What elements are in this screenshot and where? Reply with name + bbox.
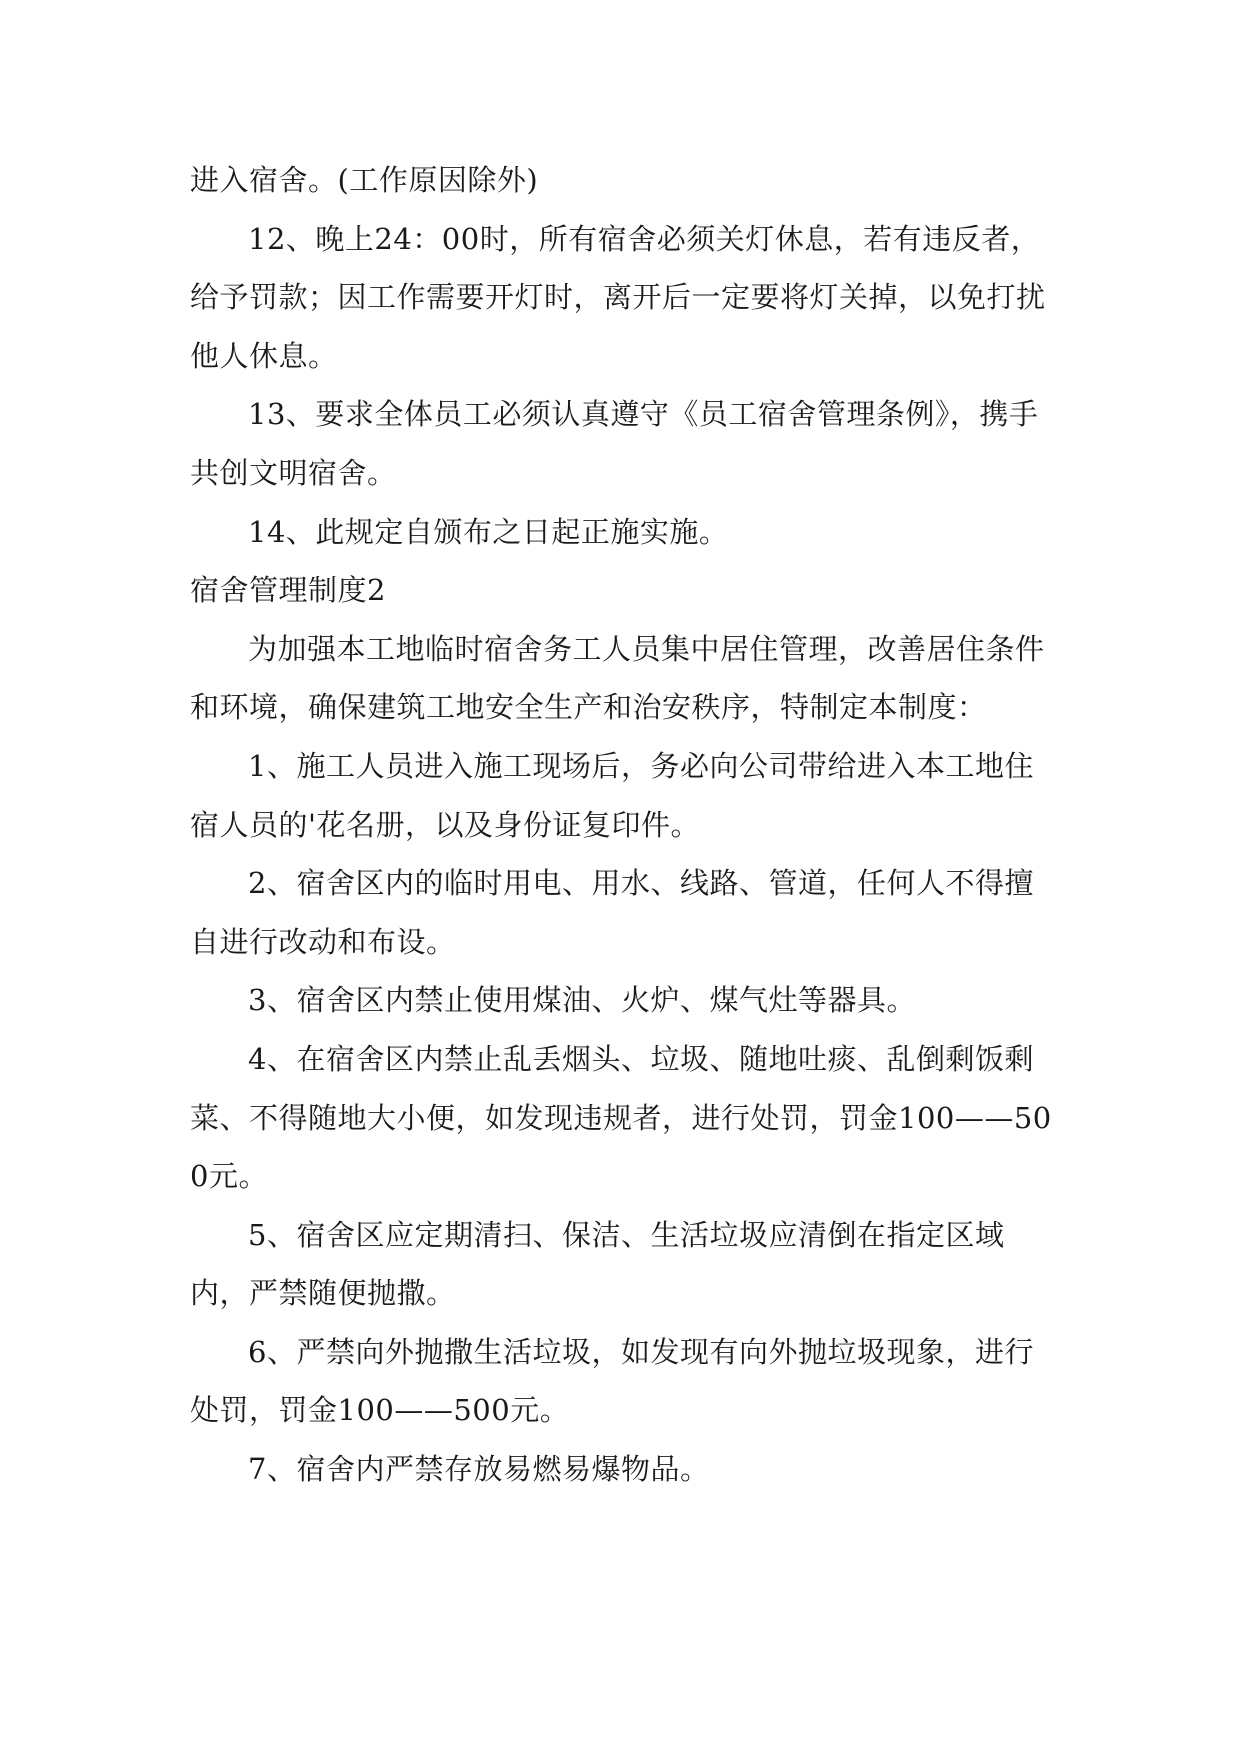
document-body xyxy=(190,151,1056,1499)
paragraph-rule-7: 7、宿舍内严禁存放易燃易爆物品。 xyxy=(248,1452,710,1487)
paragraph-intro: 为加强本工地临时宿舍务工人员集中居住管理，改善居住条件和环境，确保建筑工地安全生产和治安秩序，特制定本制度： xyxy=(190,631,1045,725)
paragraph-rule-14: 14、此规定自颁布之日起正施实施。 xyxy=(248,514,729,549)
paragraph-rule-13: 13、要求全体员工必须认真遵守《员工宿舍管理条例》，携手共创文明宿舍。 xyxy=(190,397,1039,490)
paragraph-rule-1: 1、施工人员进入施工现场后，务必向公司带给进入本工地住宿人员的'花名册，以及身份证复印件。 xyxy=(190,748,1034,842)
paragraph-rule-2: 2、宿舍区内的临时用电、用水、线路、管道，任何人不得擅自进行改动和布设。 xyxy=(190,866,1034,959)
paragraph-rule-6: 6、严禁向外抛撒生活垃圾，如发现有向外抛垃圾现象，进行处罚，罚金100——500元。 xyxy=(190,1334,1034,1428)
paragraph-continuation: 进入宿舍。(工作原因除外) xyxy=(190,163,539,197)
paragraph-rule-5: 5、宿舍区应定期清扫、保洁、生活垃圾应清倒在指定区域内，严禁随便抛撒。 xyxy=(190,1217,1005,1311)
paragraph-rule-4: 4、在宿舍区内禁止乱丢烟头、垃圾、随地吐痰、乱倒剩饭剩菜、不得随地大小便，如发现违规者，进行处罚，罚金100——500元。 xyxy=(190,1041,1052,1194)
section-heading: 宿舍管理制度2 xyxy=(190,573,386,608)
paragraph-rule-12: 12、晚上24：00时，所有宿舍必须关灯休息，若有违反者，给予罚款；因工作需要开灯时，离开后一定要将灯关掉，以免打扰他人休息。 xyxy=(190,221,1046,373)
paragraph-rule-3: 3、宿舍区内禁止使用煤油、火炉、煤气灶等器具。 xyxy=(248,983,916,1018)
